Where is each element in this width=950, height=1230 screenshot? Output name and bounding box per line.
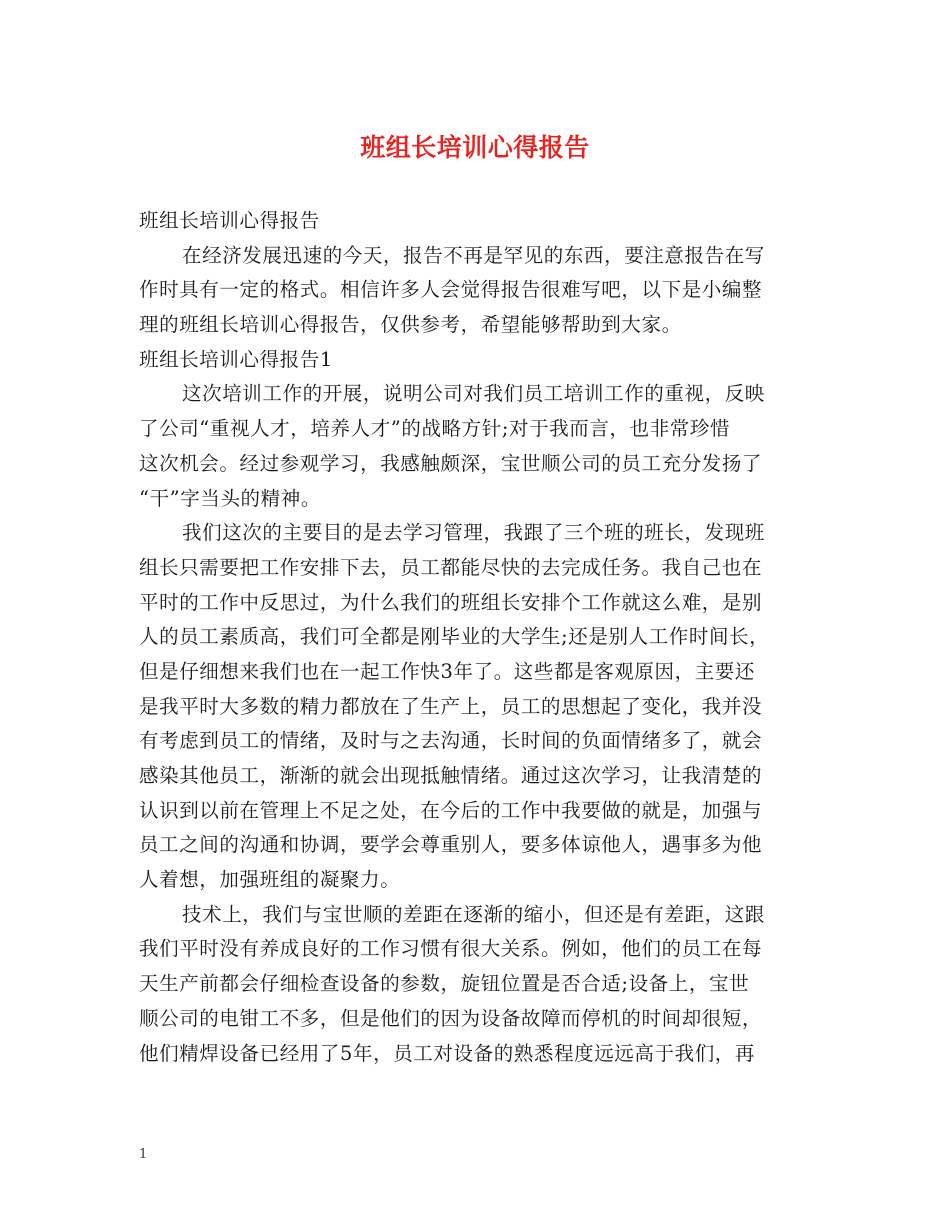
paragraph-line: 有考虑到员工的情绪，及时与之去沟通，长时间的负面情绪多了，就会 xyxy=(139,729,763,753)
paragraph-line: 人的员工素质高，我们可全都是刚毕业的大学生;还是别人工作时间长， xyxy=(139,625,770,649)
paragraph-line: 我们这次的主要目的是去学习管理，我跟了三个班的班长，发现班 xyxy=(182,521,765,545)
paragraph-line: 顺公司的电钳工不多，但是他们的因为设备故障而停机的时间却很短， xyxy=(139,1006,763,1030)
paragraph-line: 组长只需要把工作安排下去，员工都能尽快的去完成任务。我自己也在 xyxy=(139,555,763,579)
paragraph-line: 我们平时没有养成良好的工作习惯有很大关系。例如，他们的员工在每 xyxy=(139,937,763,961)
paragraph-line: 是我平时大多数的精力都放在了生产上，员工的思想起了变化，我并没 xyxy=(139,694,763,718)
document-body xyxy=(139,204,814,1071)
paragraph-line: 天生产前都会仔细检查设备的参数，旋钮位置是否合适;设备上，宝世 xyxy=(139,972,750,996)
paragraph-line: 这次机会。经过参观学习，我感触颇深，宝世顺公司的员工充分发扬了 xyxy=(139,451,763,475)
subtitle-line: 班组长培训心得报告 xyxy=(139,209,320,232)
paragraph-line: 平时的工作中反思过，为什么我们的班组长安排个工作就这么难，是别 xyxy=(139,590,763,614)
page-number: 1 xyxy=(139,1147,148,1162)
paragraph-line: 认识到以前在管理上不足之处，在今后的工作中我要做的就是，加强与 xyxy=(139,798,763,822)
document-title: 班组长培训心得报告 xyxy=(360,133,590,162)
paragraph-line: 技术上，我们与宝世顺的差距在逐渐的缩小，但还是有差距，这跟 xyxy=(182,902,765,926)
paragraph-line: 作时具有一定的格式。相信许多人会觉得报告很难写吧，以下是小编整 xyxy=(139,278,763,302)
paragraph-line: 但是仔细想来我们也在一起工作快3年了。这些都是客观原因，主要还 xyxy=(139,659,756,683)
paragraph-line: 这次培训工作的开展，说明公司对我们员工培训工作的重视，反映 xyxy=(182,382,765,406)
paragraph-line: 他们精焊设备已经用了5年，员工对设备的熟悉程度远远高于我们，再 xyxy=(139,1041,756,1065)
paragraph-line: “干”字当头的精神。 xyxy=(139,486,321,510)
paragraph-line: 感染其他员工，渐渐的就会出现抵触情绪。通过这次学习，让我清楚的 xyxy=(139,764,763,787)
paragraph-line: 在经济发展迅速的今天，报告不再是罕见的东西，要注意报告在写 xyxy=(182,243,765,267)
paragraph-line: 人着想，加强班组的凝聚力。 xyxy=(139,868,401,892)
section-heading: 班组长培训心得报告1 xyxy=(139,347,333,371)
paragraph-line: 了公司“重视人才，培养人才”的战略方针;对于我而言，也非常珍惜 xyxy=(139,417,731,441)
paragraph-line: 理的班组长培训心得报告，仅供参考，希望能够帮助到大家。 xyxy=(139,313,682,337)
paragraph-line: 员工之间的沟通和协调，要学会尊重别人，要多体谅他人，遇事多为他 xyxy=(139,833,763,857)
